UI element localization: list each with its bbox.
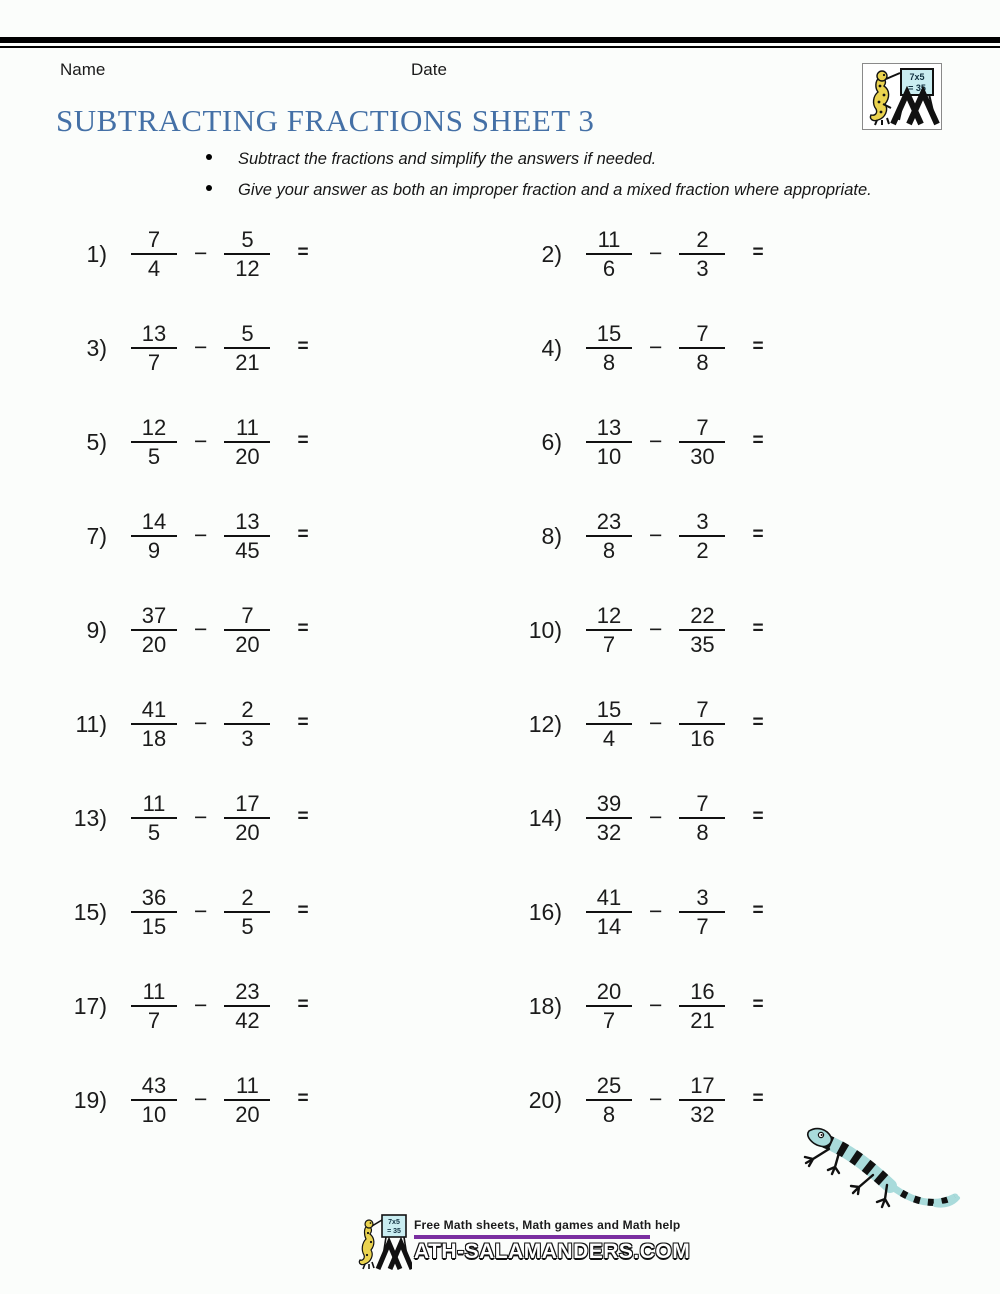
equals-sign: =: [297, 1088, 309, 1109]
subtrahend-fraction: [679, 227, 725, 281]
equals-sign: =: [752, 242, 764, 263]
subtrahend-numerator: 17: [690, 1073, 715, 1098]
equals-sign: =: [752, 900, 764, 921]
fraction-bar: [131, 347, 177, 349]
fraction-bar: [586, 1005, 632, 1007]
equals-sign: =: [752, 806, 764, 827]
minuend-numerator: 41: [596, 885, 622, 910]
minuend-denominator: 7: [147, 350, 161, 375]
minuend-denominator: 8: [602, 350, 616, 375]
minus-sign: −: [194, 615, 208, 642]
subtrahend-denominator: 8: [696, 350, 709, 375]
problem-number: 20): [528, 1086, 562, 1113]
subtrahend-numerator: 7: [696, 415, 709, 440]
minus-sign: −: [649, 803, 663, 830]
minus-sign: −: [194, 897, 208, 924]
minuend-denominator: 32: [596, 820, 622, 845]
problem-row: [55, 979, 510, 1033]
fraction-bar: [586, 347, 632, 349]
subtrahend-denominator: 45: [235, 538, 260, 563]
equals-sign: =: [297, 336, 309, 357]
minuend-fraction: [586, 697, 632, 751]
minuend-numerator: 15: [596, 697, 622, 722]
problem-number: 19): [73, 1086, 107, 1113]
problem-number: 9): [86, 616, 107, 643]
problems-grid: [55, 207, 955, 1147]
fraction-bar: [586, 723, 632, 725]
minuend-denominator: 9: [147, 538, 161, 563]
board-text-line2: = 35: [908, 83, 926, 93]
footer-purple-rule: [414, 1235, 650, 1239]
minus-sign: −: [194, 239, 208, 266]
fraction-bar: [679, 1099, 725, 1101]
subtrahend-fraction: [224, 979, 270, 1033]
problem-row: [510, 791, 955, 845]
page-title: SUBTRACTING FRACTIONS SHEET 3: [56, 103, 595, 138]
instructions-list: [206, 150, 872, 212]
fraction-bar: [131, 911, 177, 913]
problem-row: [510, 415, 955, 469]
minus-sign: −: [194, 427, 208, 454]
fraction-bar: [131, 1005, 177, 1007]
subtrahend-denominator: 5: [241, 914, 254, 939]
subtrahend-denominator: 21: [235, 350, 260, 375]
minuend-denominator: 7: [147, 1008, 161, 1033]
problem-row: [510, 1073, 955, 1127]
equals-sign: =: [297, 900, 309, 921]
minus-sign: −: [194, 803, 208, 830]
footer-salamander-logo-icon: [356, 1211, 412, 1271]
math-salamanders-logo: [862, 63, 942, 130]
fraction-bar: [586, 253, 632, 255]
problem-row: [510, 509, 955, 563]
minuend-fraction: [131, 979, 177, 1033]
fraction-bar: [224, 911, 270, 913]
minuend-fraction: [131, 885, 177, 939]
problem-number: 15): [73, 898, 107, 925]
fraction-bar: [586, 1099, 632, 1101]
fraction-bar: [224, 253, 270, 255]
problem-number: 4): [541, 334, 562, 361]
minus-sign: −: [649, 897, 663, 924]
problem-row: [510, 321, 955, 375]
minuend-denominator: 4: [602, 726, 616, 751]
subtrahend-numerator: 5: [241, 321, 254, 346]
minuend-denominator: 8: [602, 1102, 616, 1127]
minuend-numerator: 23: [596, 509, 622, 534]
minuend-fraction: [131, 697, 177, 751]
subtrahend-denominator: 42: [235, 1008, 260, 1033]
footer-text-column: [414, 1211, 690, 1264]
minuend-denominator: 10: [141, 1102, 167, 1127]
minuend-numerator: 43: [141, 1073, 167, 1098]
date-label: Date: [411, 60, 447, 79]
subtrahend-numerator: 17: [235, 791, 260, 816]
minus-sign: −: [194, 709, 208, 736]
fraction-bar: [224, 723, 270, 725]
top-border-thick-rule: [0, 37, 1000, 43]
subtrahend-fraction: [679, 885, 725, 939]
minuend-denominator: 8: [602, 538, 616, 563]
fraction-bar: [586, 817, 632, 819]
fraction-bar: [224, 535, 270, 537]
equals-sign: =: [752, 336, 764, 357]
fraction-bar: [679, 253, 725, 255]
subtrahend-numerator: 7: [696, 791, 709, 816]
fraction-bar: [131, 723, 177, 725]
subtrahend-fraction: [224, 885, 270, 939]
equals-sign: =: [752, 1088, 764, 1109]
problem-number: 1): [86, 240, 107, 267]
minuend-fraction: [586, 979, 632, 1033]
minuend-numerator: 20: [596, 979, 622, 1004]
minuend-fraction: [131, 227, 177, 281]
problem-number: 10): [528, 616, 562, 643]
equals-sign: =: [297, 430, 309, 451]
minus-sign: −: [649, 709, 663, 736]
subtrahend-fraction: [679, 415, 725, 469]
footer-tagline: Free Math sheets, Math games and Math help: [414, 1218, 681, 1232]
minuend-fraction: [131, 321, 177, 375]
fraction-bar: [224, 629, 270, 631]
subtrahend-numerator: 22: [690, 603, 715, 628]
fraction-bar: [224, 817, 270, 819]
minuend-numerator: 11: [142, 979, 166, 1004]
logo-m-right-peak: [909, 93, 937, 124]
problem-row: [510, 227, 955, 281]
equals-sign: =: [752, 524, 764, 545]
subtrahend-denominator: 32: [690, 1102, 715, 1127]
minuend-denominator: 7: [602, 632, 616, 657]
problem-number: 6): [541, 428, 562, 455]
minuend-numerator: 37: [141, 603, 167, 628]
footer-site-wordmark: ATH-SALAMANDERS.COM: [414, 1240, 691, 1263]
subtrahend-numerator: 3: [696, 509, 709, 534]
equals-sign: =: [752, 618, 764, 639]
problem-row: [510, 697, 955, 751]
instruction-item: [206, 181, 872, 200]
subtrahend-denominator: 16: [690, 726, 715, 751]
subtrahend-fraction: [679, 509, 725, 563]
subtrahend-denominator: 35: [690, 632, 715, 657]
problem-row: [55, 1073, 510, 1127]
minuend-fraction: [131, 1073, 177, 1127]
lizard-icon: [795, 1123, 965, 1219]
minuend-numerator: 7: [147, 227, 161, 252]
subtrahend-denominator: 2: [696, 538, 709, 563]
subtrahend-fraction: [224, 791, 270, 845]
subtrahend-fraction: [679, 697, 725, 751]
minuend-denominator: 5: [147, 820, 161, 845]
fraction-bar: [586, 629, 632, 631]
problem-number: 14): [528, 804, 562, 831]
fraction-bar: [224, 1005, 270, 1007]
subtrahend-numerator: 11: [236, 1073, 259, 1098]
subtrahend-numerator: 7: [696, 321, 709, 346]
fraction-bar: [679, 629, 725, 631]
subtrahend-numerator: 2: [241, 697, 254, 722]
footer-board-text-line1: 7x5: [388, 1219, 400, 1226]
minuend-numerator: 11: [142, 791, 166, 816]
minuend-numerator: 15: [596, 321, 622, 346]
problem-number: 17): [73, 992, 107, 1019]
minuend-numerator: 41: [141, 697, 167, 722]
subtrahend-denominator: 7: [696, 914, 709, 939]
minuend-denominator: 15: [141, 914, 167, 939]
subtrahend-denominator: 3: [696, 256, 709, 281]
minus-sign: −: [194, 333, 208, 360]
subtrahend-denominator: 30: [690, 444, 715, 469]
fraction-bar: [679, 723, 725, 725]
subtrahend-fraction: [679, 1073, 725, 1127]
subtrahend-numerator: 23: [235, 979, 260, 1004]
minus-sign: −: [649, 427, 663, 454]
instruction-text: Subtract the fractions and simplify the answers if needed.: [238, 150, 657, 168]
minuend-fraction: [586, 509, 632, 563]
subtrahend-fraction: [679, 603, 725, 657]
minuend-fraction: [586, 885, 632, 939]
problem-row: [510, 885, 955, 939]
problem-number: 7): [86, 522, 107, 549]
minuend-numerator: 12: [141, 415, 167, 440]
problem-row: [510, 603, 955, 657]
problem-number: 18): [528, 992, 562, 1019]
minuend-denominator: 4: [147, 256, 161, 281]
minuend-numerator: 25: [596, 1073, 622, 1098]
subtrahend-denominator: 20: [235, 632, 260, 657]
minus-sign: −: [649, 1085, 663, 1112]
fraction-bar: [586, 535, 632, 537]
minuend-numerator: 39: [596, 791, 622, 816]
equals-sign: =: [297, 712, 309, 733]
problem-row: [55, 509, 510, 563]
minuend-fraction: [131, 603, 177, 657]
subtrahend-fraction: [224, 1073, 270, 1127]
problem-number: 13): [73, 804, 107, 831]
lizard-front-legs: [805, 1149, 839, 1174]
minuend-denominator: 18: [141, 726, 167, 751]
equals-sign: =: [297, 806, 309, 827]
equals-sign: =: [752, 430, 764, 451]
fraction-bar: [131, 535, 177, 537]
subtrahend-numerator: 2: [241, 885, 254, 910]
fraction-bar: [131, 253, 177, 255]
problem-number: 8): [541, 522, 562, 549]
subtrahend-denominator: 21: [690, 1008, 715, 1033]
subtrahend-fraction: [679, 321, 725, 375]
minuend-denominator: 5: [147, 444, 161, 469]
subtrahend-denominator: 20: [235, 444, 260, 469]
footer-board-text-line2: = 35: [387, 1228, 401, 1235]
fraction-bar: [224, 347, 270, 349]
problem-row: [55, 603, 510, 657]
minuend-fraction: [131, 415, 177, 469]
fraction-bar: [586, 911, 632, 913]
subtrahend-denominator: 12: [235, 256, 260, 281]
bullet-icon: [206, 185, 212, 191]
fraction-bar: [224, 441, 270, 443]
problem-number: 2): [541, 240, 562, 267]
subtrahend-denominator: 20: [235, 1102, 260, 1127]
minuend-fraction: [586, 603, 632, 657]
problem-number: 5): [86, 428, 107, 455]
minuend-numerator: 12: [596, 603, 622, 628]
fraction-bar: [224, 1099, 270, 1101]
fraction-bar: [679, 817, 725, 819]
minuend-numerator: 11: [597, 227, 621, 252]
minus-sign: −: [649, 615, 663, 642]
subtrahend-fraction: [679, 979, 725, 1033]
minuend-numerator: 13: [141, 321, 167, 346]
minuend-denominator: 7: [602, 1008, 616, 1033]
name-label: Name: [60, 60, 106, 79]
minus-sign: −: [194, 1085, 208, 1112]
subtrahend-fraction: [224, 603, 270, 657]
minus-sign: −: [649, 333, 663, 360]
minuend-denominator: 6: [602, 256, 616, 281]
minuend-fraction: [586, 1073, 632, 1127]
subtrahend-denominator: 20: [235, 820, 260, 845]
instruction-item: [206, 150, 872, 169]
problem-row: [55, 885, 510, 939]
equals-sign: =: [297, 994, 309, 1015]
subtrahend-numerator: 13: [235, 509, 260, 534]
fraction-bar: [679, 441, 725, 443]
salamander-logo-icon: [863, 64, 941, 129]
problem-row: [55, 227, 510, 281]
equals-sign: =: [752, 712, 764, 733]
minus-sign: −: [194, 521, 208, 548]
fraction-bar: [586, 441, 632, 443]
problem-row: [510, 979, 955, 1033]
subtrahend-numerator: 7: [241, 603, 254, 628]
fraction-bar: [679, 347, 725, 349]
equals-sign: =: [297, 618, 309, 639]
minuend-denominator: 20: [141, 632, 167, 657]
minuend-numerator: 14: [141, 509, 167, 534]
subtrahend-denominator: 8: [696, 820, 709, 845]
minus-sign: −: [649, 521, 663, 548]
fraction-bar: [679, 535, 725, 537]
subtrahend-numerator: 7: [696, 697, 709, 722]
minuend-fraction: [131, 791, 177, 845]
minuend-denominator: 10: [596, 444, 622, 469]
fraction-bar: [679, 911, 725, 913]
board-text-line1: 7x5: [909, 72, 925, 82]
equals-sign: =: [752, 994, 764, 1015]
minuend-denominator: 14: [596, 914, 622, 939]
problem-number: 12): [528, 710, 562, 737]
problem-number: 16): [528, 898, 562, 925]
fraction-bar: [131, 441, 177, 443]
minus-sign: −: [649, 239, 663, 266]
minus-sign: −: [194, 991, 208, 1018]
subtrahend-numerator: 11: [236, 415, 259, 440]
problem-row: [55, 321, 510, 375]
subtrahend-fraction: [224, 697, 270, 751]
minuend-fraction: [586, 791, 632, 845]
minuend-fraction: [586, 415, 632, 469]
minuend-numerator: 13: [596, 415, 622, 440]
equals-sign: =: [297, 242, 309, 263]
subtrahend-fraction: [224, 321, 270, 375]
subtrahend-numerator: 3: [696, 885, 709, 910]
subtrahend-fraction: [224, 509, 270, 563]
subtrahend-fraction: [224, 227, 270, 281]
bullet-icon: [206, 154, 212, 160]
problem-number: 3): [86, 334, 107, 361]
fraction-bar: [131, 817, 177, 819]
top-border-thin-rule: [0, 46, 1000, 48]
subtrahend-numerator: 2: [696, 227, 709, 252]
fraction-bar: [679, 1005, 725, 1007]
equals-sign: =: [297, 524, 309, 545]
minus-sign: −: [649, 991, 663, 1018]
subtrahend-denominator: 3: [241, 726, 254, 751]
instruction-text: Give your answer as both an improper fraction and a mixed fraction where appropriate.: [238, 181, 872, 199]
minuend-fraction: [131, 509, 177, 563]
minuend-fraction: [586, 227, 632, 281]
footer-brand: [356, 1211, 690, 1271]
minuend-fraction: [586, 321, 632, 375]
minuend-numerator: 36: [141, 885, 167, 910]
problem-row: [55, 791, 510, 845]
fraction-bar: [131, 1099, 177, 1101]
problem-row: [55, 415, 510, 469]
subtrahend-numerator: 16: [690, 979, 715, 1004]
fraction-bar: [131, 629, 177, 631]
subtrahend-numerator: 5: [241, 227, 254, 252]
subtrahend-fraction: [224, 415, 270, 469]
problem-number: 11): [75, 710, 107, 737]
subtrahend-fraction: [679, 791, 725, 845]
problem-row: [55, 697, 510, 751]
